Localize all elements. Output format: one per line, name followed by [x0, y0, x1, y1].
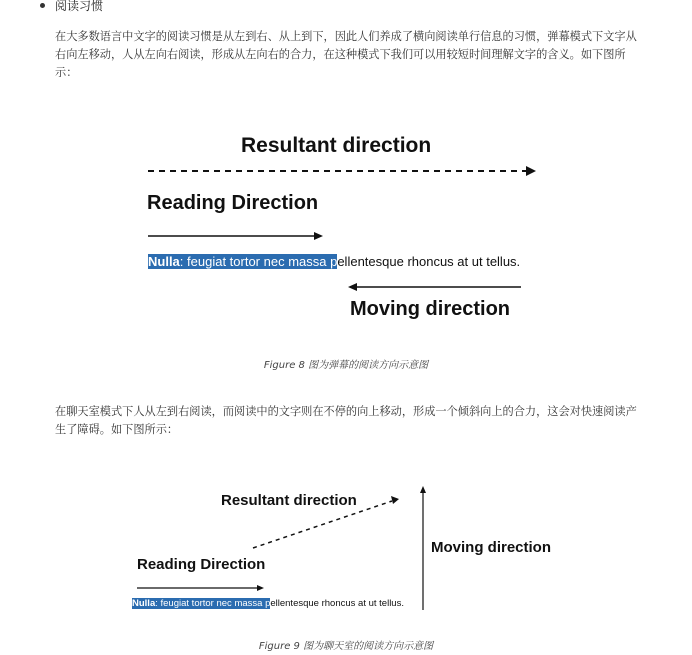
fig9-moving-label: Moving direction: [431, 539, 551, 556]
fig9-moving-arrow-head: [420, 486, 426, 493]
fig8-moving-label: Moving direction: [350, 298, 510, 320]
fig8-sample-highlight: Nulla: feugiat tortor nec massa p: [148, 254, 338, 269]
fig8-resultant-label: Resultant direction: [241, 134, 432, 157]
fig9-resultant-arrow-head: [391, 496, 399, 504]
paragraph-chatroom: 在聊天室模式下人从左到右阅读，而阅读中的文字则在不停的向上移动，形成一个倾斜向上的合力，这会对快速阅读产生了障碍。如下图所示：: [55, 405, 637, 436]
bullet-heading: 阅读习惯: [55, 0, 104, 13]
paragraph-danmaku: 在大多数语言中文字的阅读习惯是从左到右、从上到下，因此人们养成了横向阅读单行信息的习惯，弹幕模式下文字从右向左移动，人从左向右阅读，形成从左向右的合力，在这种模式下我们可以用较短时间理解文字的含义。如下图所示：: [55, 30, 637, 79]
fig9-resultant-label: Resultant direction: [221, 492, 357, 509]
fig9-reading-label: Reading Direction: [137, 556, 266, 573]
fig8-sample-text: Nulla: feugiat tortor nec massa pellentesque rhoncus at ut tellus.: [148, 254, 521, 269]
fig9-reading-arrow-head: [257, 585, 264, 591]
fig9-resultant-arrow-line: [253, 501, 392, 548]
fig9-sample-highlight: Nulla: feugiat tortor nec massa p: [132, 598, 271, 609]
fig8-caption: Figure 8 图为弹幕的阅读方向示意图: [263, 360, 429, 371]
fig9-sample-text: Nulla: feugiat tortor nec massa pellentesque rhoncus at ut tellus.: [132, 598, 404, 609]
fig8-reading-label: Reading Direction: [147, 192, 319, 214]
fig9-caption: Figure 9 图为聊天室的阅读方向示意图: [258, 641, 434, 652]
